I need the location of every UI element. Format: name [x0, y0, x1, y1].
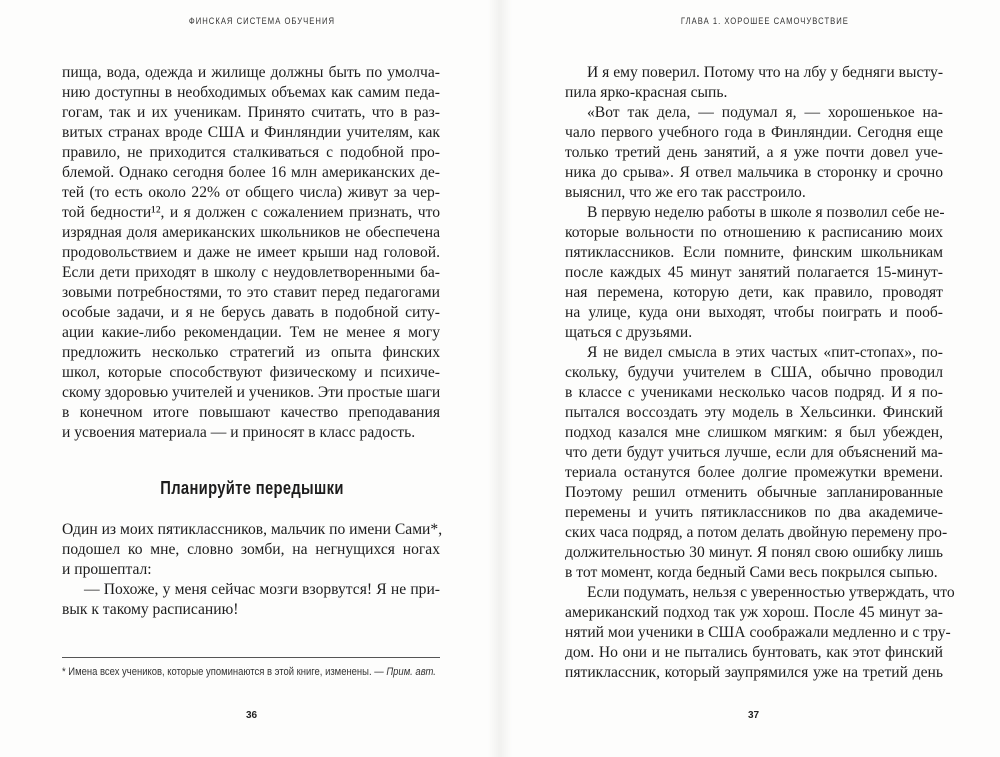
- footnote-attribution: Прим. авт.: [386, 666, 436, 678]
- text-line: ации какие-либо рекомендации. Тем не менее я могу: [62, 324, 440, 341]
- book-gutter: [488, 0, 512, 757]
- text-line: правило, не приходится сталкиваться с подобной про-: [62, 144, 440, 161]
- running-head: ГЛАВА 1. ХОРОШЕЕ САМОЧУВСТВИЕ: [680, 16, 849, 26]
- text-line: Если дети приходят в школу с неудовлетворенными ба-: [62, 264, 440, 281]
- text-line: что дети будут учиться лучше, если для объяснений ма-: [565, 444, 943, 461]
- text-line: школ, которые способствуют физическому и психиче-: [62, 364, 440, 381]
- text-line: скольку, будучи учителем в США, обычно проводил: [565, 364, 943, 381]
- text-line: Поэтому решил отменить обычные запланированные: [565, 484, 943, 501]
- text-line: которые вольности по отношению к расписанию моих: [565, 224, 943, 241]
- text-line: выяснил, что же его так расстроило.: [565, 184, 806, 201]
- page-number: 36: [246, 710, 258, 721]
- text-line: особые задачи, и я не берусь давать в подобной ситу-: [62, 304, 440, 321]
- text-line: зовыми потребностями, то это ставит перед педагогами: [62, 284, 440, 301]
- page-number: 37: [748, 710, 760, 721]
- text-line: изрядная доля американских школьников не обеспечена: [62, 224, 440, 241]
- body-text: [565, 63, 955, 683]
- text-line: на улице, куда они выходят, чтобы поиграть и пооб-: [565, 304, 943, 321]
- text-line: витых странах вроде США и Финляндии учителям, как: [62, 124, 440, 141]
- text-line: предложить несколько стратегий из опыта финских: [62, 344, 440, 361]
- text-line: нию доступны в необходимых объемах как самим педа-: [62, 84, 440, 101]
- text-line: ских часа подряд, а потом делать двойную перемену про-: [565, 524, 948, 541]
- text-line: и прошептал:: [62, 561, 152, 578]
- text-line: в тот момент, когда бедный Сами весь покрылся сыпью.: [565, 564, 938, 581]
- text-line: после каждых 45 минут занятий полагается 15-минут-: [565, 264, 943, 281]
- text-line: вык к такому расписанию!: [62, 601, 239, 618]
- text-line: Один из моих пятиклассников, мальчик по имени Сами*,: [62, 521, 443, 538]
- text-line: продовольствием и даже не имеет крыши над головой.: [62, 244, 440, 261]
- text-line: перемены и учить пятиклассников по два академиче-: [565, 504, 943, 521]
- text-line: И я ему поверил. Потому что на лбу у бедняги высту-: [587, 64, 944, 81]
- text-line: подход казался мне слишком мягким: я был убежден,: [565, 424, 943, 441]
- text-line: пила ярко-красная сыпь.: [565, 84, 728, 101]
- text-line: пища, вода, одежда и жилище должны быть по умолча-: [62, 64, 440, 81]
- text-line: пятиклассников. Если помните, финским школьникам: [565, 244, 943, 261]
- text-line: чало первого учебного года в Финляндии. Сегодня еще: [565, 124, 943, 141]
- section-heading: Планируйте передышки: [160, 478, 344, 498]
- text-line: В первую неделю работы в школе я позволил себе не-: [587, 204, 945, 221]
- text-line: Если подумать, нельзя с уверенностью утверждать, что: [587, 584, 955, 601]
- running-head: ФИНСКАЯ СИСТЕМА ОБУЧЕНИЯ: [188, 16, 336, 26]
- text-line: тей (то есть около 22% от общего числа) живут за чер-: [62, 184, 440, 201]
- text-line: гогам, так и их ученикам. Принято считать, что в раз-: [62, 104, 440, 121]
- text-line: скому здоровью учителей и учеников. Эти простые шаги: [62, 384, 441, 401]
- text-line: щаться с друзьями.: [565, 324, 693, 341]
- footnote-text: * Имена всех учеников, которые упоминаются в этой книге, изменены. —: [62, 666, 387, 678]
- text-line: в конечном итоге повышают качество преподавания: [62, 404, 440, 421]
- text-line: только третий день занятий, а я уже почти довел уче-: [565, 144, 943, 161]
- text-line: ника до срыва». Я отвел мальчика в сторонку и срочно: [565, 164, 943, 181]
- text-line: — Похоже, у меня сейчас мозги взорвутся! Я не при-: [84, 581, 440, 598]
- text-line: пятиклассник, который заупрямился уже на третий день: [565, 664, 943, 681]
- text-line: и усвоения материала — и приносят в класс радость.: [62, 424, 416, 441]
- text-line: нятий мои ученики в США соображали медленно и с тру-: [565, 624, 951, 641]
- body-text: [62, 63, 440, 443]
- text-line: «Вот так дела, — подумал я, — хорошенькое на-: [587, 104, 943, 121]
- text-line: блемой. Однако сегодня более 16 млн американских де-: [62, 164, 440, 181]
- text-line: пытался воссоздать эту модель в Хельсинки. Финский: [565, 404, 943, 421]
- text-line: дом. Но они и не пытались бунтовать, как этот финский: [565, 644, 943, 661]
- text-line: териала останутся более долгие промежутки времени.: [565, 464, 943, 481]
- body-text-2: [62, 520, 443, 620]
- text-line: Я не видел смысла в этих частых «пит-стопах», по-: [587, 344, 943, 361]
- footnote-rule: [62, 657, 440, 658]
- text-line: американский подход так уж хорош. После 45 минут за-: [565, 604, 943, 621]
- footnote: [62, 666, 440, 678]
- text-line: ная перемена, которую дети, как правило, проводят: [565, 284, 943, 301]
- text-line: должительностью 30 минут. Я понял свою ошибку лишь: [565, 544, 943, 561]
- text-line: той бедности¹², и я должен с сожалением признать, что: [62, 204, 440, 221]
- text-line: подошел ко мне, словно зомби, на негнущихся ногах: [62, 541, 440, 558]
- text-line: в классе с учениками несколько часов подряд. И я по-: [565, 384, 943, 401]
